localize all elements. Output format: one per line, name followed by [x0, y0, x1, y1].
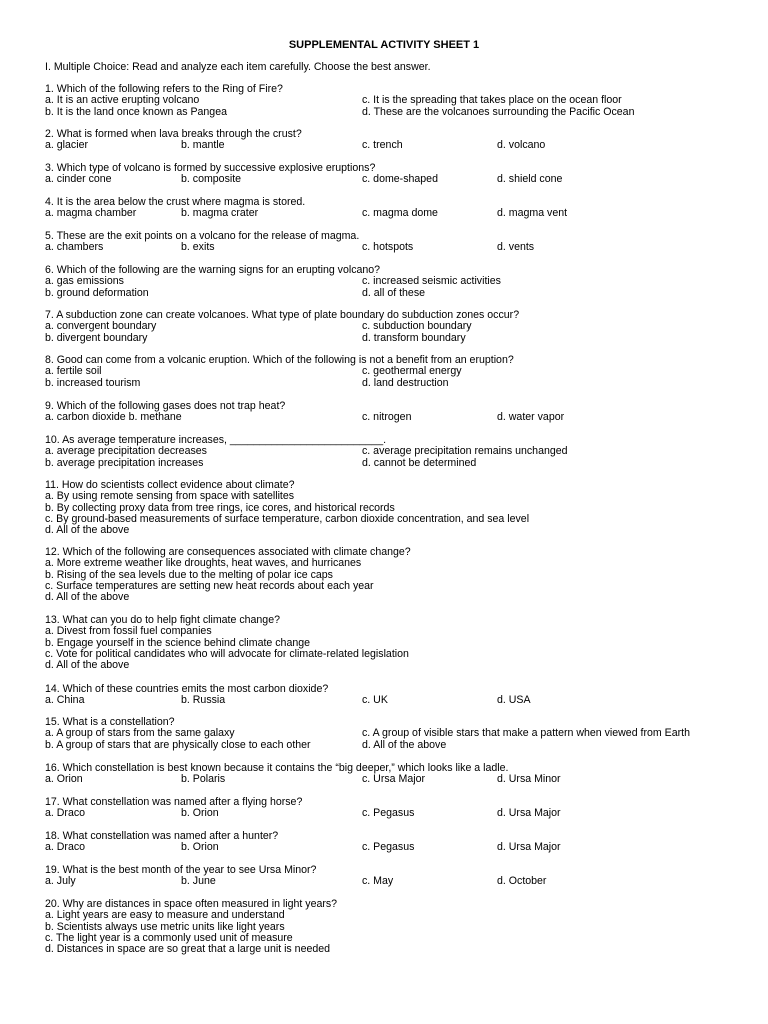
answer-choice: a. average precipitation decreases [45, 445, 207, 458]
answer-choice: c. Ursa Major [362, 773, 425, 786]
question-stem: 8. Good can come from a volcanic eruption. Which of the following is not a benefit from an eruption? [45, 354, 514, 366]
answer-choice: b. It is the land once known as Pangea [45, 105, 227, 118]
question-stem: 3. Which type of volcano is formed by successive explosive eruptions? [45, 162, 376, 174]
answer-choice: c. May [362, 875, 394, 888]
choice-row [45, 140, 745, 151]
answer-choice: a. Draco [45, 807, 86, 820]
answer-choice: c. The light year is a commonly used unit of measure [45, 931, 293, 944]
choice-row [45, 774, 745, 785]
question-6 [45, 265, 745, 299]
question-11 [45, 480, 745, 536]
choice-row [45, 321, 745, 332]
choice-row [45, 242, 745, 253]
question-stem: 2. What is formed when lava breaks through the crust? [45, 128, 302, 140]
question-stem: 16. Which constellation is best known because it contains the “big deeper,” which looks like a ladle. [45, 762, 509, 774]
choice-row [45, 95, 745, 106]
answer-choice: c. Surface temperatures are setting new heat records about each year [45, 579, 374, 592]
question-5 [45, 231, 745, 254]
answer-choice: b. composite [181, 173, 242, 186]
answer-choice: d. All of the above [362, 738, 447, 751]
answer-choice: d. October [497, 875, 547, 888]
answer-choice: c. A group of visible stars that make a pattern when viewed from Earth [362, 727, 690, 740]
answer-choice: a. A group of stars from the same galaxy [45, 727, 235, 740]
choice-row [45, 592, 745, 603]
question-stem: 6. Which of the following are the warning signs for an erupting volcano? [45, 264, 381, 276]
question-stem: 10. As average temperature increases, __________________________. [45, 434, 387, 446]
choice-row [45, 276, 745, 287]
answer-choice: d. All of the above [45, 659, 130, 672]
choice-row [45, 944, 745, 955]
question-19 [45, 865, 745, 888]
answer-choice: b. Polaris [181, 773, 226, 786]
choice-row [45, 695, 745, 706]
answer-choice: b. increased tourism [45, 376, 141, 389]
answer-choice: c. subduction boundary [362, 320, 472, 333]
answer-choice: c. By ground-based measurements of surface temperature, carbon dioxide concentration, and sea level [45, 512, 530, 525]
question-20 [45, 899, 745, 955]
answer-choice: c. Vote for political candidates who will advocate for climate-related legislation [45, 647, 409, 660]
answer-choice: b. divergent boundary [45, 331, 148, 344]
answer-choice: d. transform boundary [362, 331, 466, 344]
answer-choice: a. cinder cone [45, 173, 112, 186]
answer-choice: a. gas emissions [45, 275, 124, 288]
choice-row [45, 649, 745, 660]
answer-choice: d. Ursa Major [497, 807, 561, 820]
answer-choice: a. Draco [45, 841, 86, 854]
question-stem: 18. What constellation was named after a hunter? [45, 830, 279, 842]
answer-choice: b. Engage yourself in the science behind climate change [45, 636, 311, 649]
answer-choice: b. A group of stars that are physically close to each other [45, 738, 311, 751]
answer-choice: b. Orion [181, 841, 219, 854]
answer-choice: a. fertile soil [45, 365, 102, 378]
instructions: I. Multiple Choice: Read and analyze each item carefully. Choose the best answer. [45, 61, 431, 73]
answer-choice: c. It is the spreading that takes place on the ocean floor [362, 94, 622, 107]
answer-choice: a. July [45, 875, 76, 888]
answer-choice: b. average precipitation increases [45, 456, 204, 469]
answer-choice: a. China [45, 694, 85, 707]
question-stem: 4. It is the area below the crust where magma is stored. [45, 196, 306, 208]
answer-choice: d. land destruction [362, 376, 449, 389]
answer-choice: a. carbon dioxide b. methane [45, 411, 182, 424]
question-stem: 13. What can you do to help fight climate change? [45, 614, 280, 626]
answer-choice: c. hotspots [362, 241, 414, 254]
answer-choice: c. nitrogen [362, 411, 412, 424]
answer-choice: c. dome-shaped [362, 173, 438, 186]
answer-choice: a. More extreme weather like droughts, heat waves, and hurricanes [45, 557, 362, 570]
choice-row [45, 558, 745, 569]
choice-row [45, 525, 745, 536]
choice-row [45, 366, 745, 377]
answer-choice: b. magma crater [181, 207, 259, 220]
choice-row [45, 740, 745, 751]
answer-choice: c. average precipitation remains unchanged [362, 445, 568, 458]
question-14 [45, 684, 745, 707]
choice-row [45, 660, 745, 671]
answer-choice: c. trench [362, 139, 403, 152]
answer-choice: a. magma chamber [45, 207, 137, 220]
question-4 [45, 197, 745, 220]
question-stem: 15. What is a constellation? [45, 716, 175, 728]
answer-choice: d. magma vent [497, 207, 568, 220]
choice-row [45, 842, 745, 853]
question-stem: 7. A subduction zone can create volcanoes. What type of plate boundary do subduction zones occur? [45, 309, 520, 321]
question-8 [45, 355, 745, 389]
answer-choice: b. June [181, 875, 216, 888]
question-15 [45, 717, 745, 751]
question-stem: 14. Which of these countries emits the most carbon dioxide? [45, 683, 329, 695]
answer-choice: c. geothermal energy [362, 365, 462, 378]
question-stem: 9. Which of the following gases does not trap heat? [45, 400, 286, 412]
answer-choice: d. All of the above [45, 591, 130, 604]
question-1 [45, 84, 745, 118]
answer-choice: c. UK [362, 694, 388, 707]
answer-choice: d. volcano [497, 139, 546, 152]
choice-row [45, 333, 745, 344]
answer-choice: b. exits [181, 241, 215, 254]
choice-row [45, 458, 745, 469]
answer-choice: a. By using remote sensing from space with satellites [45, 490, 295, 503]
answer-choice: b. mantle [181, 139, 225, 152]
answer-choice: b. Rising of the sea levels due to the melting of polar ice caps [45, 568, 333, 581]
question-3 [45, 163, 745, 186]
answer-choice: a. chambers [45, 241, 104, 254]
answer-choice: d. Ursa Major [497, 841, 561, 854]
choice-row [45, 808, 745, 819]
answer-choice: d. water vapor [497, 411, 565, 424]
question-stem: 11. How do scientists collect evidence about climate? [45, 479, 295, 491]
choice-row [45, 491, 745, 502]
choice-row [45, 378, 745, 389]
answer-choice: d. All of the above [45, 524, 130, 537]
question-stem: 5. These are the exit points on a volcano for the release of magma. [45, 230, 360, 242]
answer-choice: b. By collecting proxy data from tree rings, ice cores, and historical records [45, 501, 395, 514]
question-stem: 19. What is the best month of the year to see Ursa Minor? [45, 864, 317, 876]
question-stem: 12. Which of the following are consequences associated with climate change? [45, 546, 411, 558]
answer-choice: a. Light years are easy to measure and understand [45, 909, 285, 922]
question-18 [45, 831, 745, 854]
choice-row [45, 412, 745, 423]
answer-choice: c. Pegasus [362, 807, 415, 820]
choice-row [45, 107, 745, 118]
choice-row [45, 208, 745, 219]
answer-choice: a. convergent boundary [45, 320, 157, 333]
question-13 [45, 615, 745, 671]
question-17 [45, 797, 745, 820]
question-7 [45, 310, 745, 344]
question-stem: 17. What constellation was named after a flying horse? [45, 796, 303, 808]
answer-choice: b. Orion [181, 807, 219, 820]
answer-choice: d. Ursa Minor [497, 773, 561, 786]
choice-row [45, 446, 745, 457]
answer-choice: c. magma dome [362, 207, 438, 220]
answer-choice: b. ground deformation [45, 286, 149, 299]
answer-choice: b. Russia [181, 694, 226, 707]
answer-choice: d. These are the volcanoes surrounding the Pacific Ocean [362, 105, 635, 118]
answer-choice: d. cannot be determined [362, 456, 477, 469]
answer-choice: a. Divest from fossil fuel companies [45, 625, 212, 638]
question-12 [45, 547, 745, 603]
answer-choice: d. USA [497, 694, 531, 707]
choice-row [45, 728, 745, 739]
question-2 [45, 129, 745, 152]
page-title: SUPPLEMENTAL ACTIVITY SHEET 1 [288, 39, 480, 51]
choice-row [45, 514, 745, 525]
answer-choice: d. vents [497, 241, 535, 254]
question-stem: 1. Which of the following refers to the Ring of Fire? [45, 83, 283, 95]
answer-choice: b. Scientists always use metric units like light years [45, 920, 285, 933]
answer-choice: a. glacier [45, 139, 88, 152]
question-9 [45, 401, 745, 424]
answer-choice: c. Pegasus [362, 841, 415, 854]
choice-row [45, 174, 745, 185]
question-stem: 20. Why are distances in space often measured in light years? [45, 898, 338, 910]
choice-row [45, 876, 745, 887]
question-16 [45, 763, 745, 786]
answer-choice: a. It is an active erupting volcano [45, 94, 200, 107]
choice-row [45, 910, 745, 921]
choice-row [45, 626, 745, 637]
choice-row [45, 288, 745, 299]
question-10 [45, 435, 745, 469]
choice-row [45, 581, 745, 592]
answer-choice: c. increased seismic activities [362, 275, 501, 288]
answer-choice: d. shield cone [497, 173, 563, 186]
answer-choice: a. Orion [45, 773, 83, 786]
answer-choice: d. all of these [362, 286, 426, 299]
answer-choice: d. Distances in space are so great that a large unit is needed [45, 943, 331, 956]
